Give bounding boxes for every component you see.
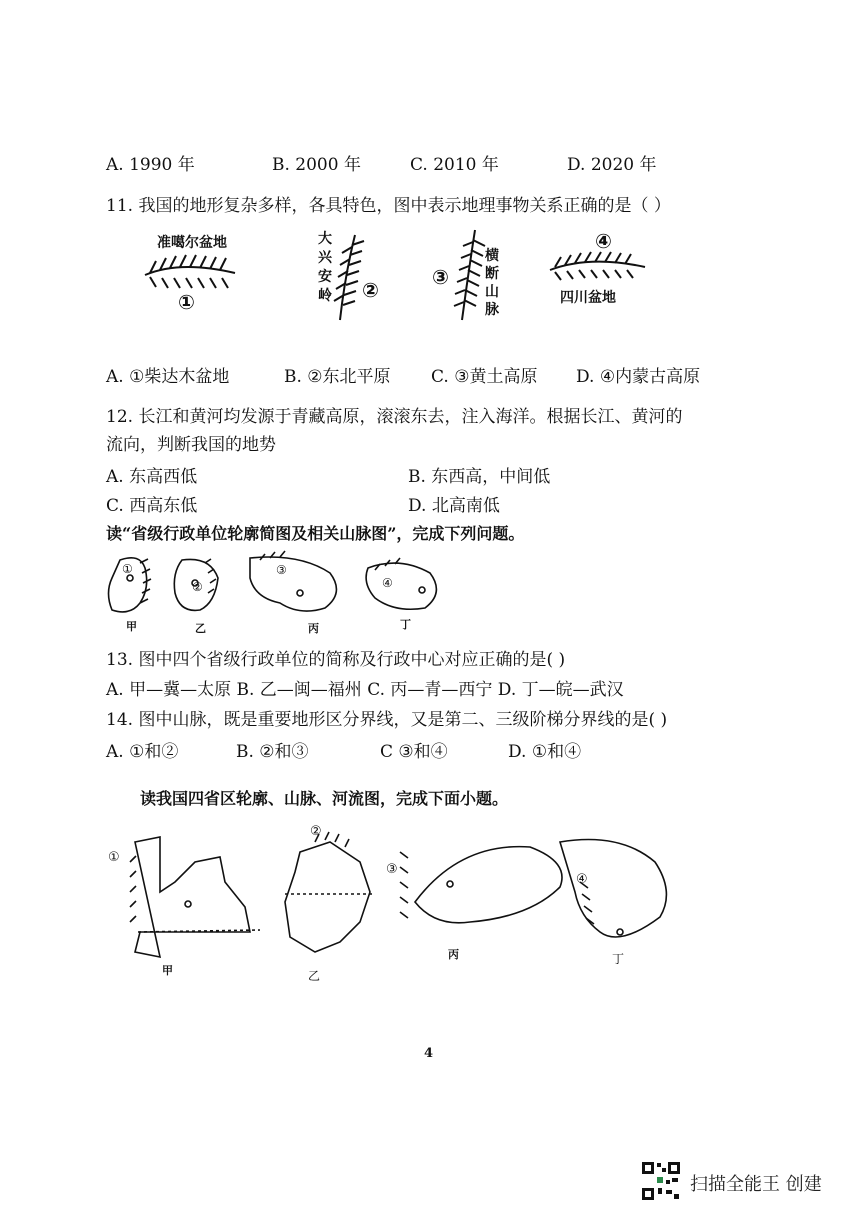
watermark-text: 扫描全能王 创建 <box>690 1174 822 1195</box>
label-mountain-2: ② <box>310 824 322 839</box>
page-number: 4 <box>424 1046 434 1061</box>
q12-stem-line1: 12. 长江和黄河均发源于青藏高原，滚滚东去，注入海洋。根据长江、黄河的 <box>106 407 683 427</box>
label-ding: 丁 <box>612 952 625 966</box>
label-greater-khingan: 大兴安岭 <box>318 231 332 304</box>
capital-dot-ding <box>419 587 425 593</box>
q11-option-d: D. ④内蒙古高原 <box>576 367 701 387</box>
label-jia: 甲 <box>126 620 137 633</box>
capital-dot-bing <box>297 590 303 596</box>
province-ding-outline <box>560 840 666 938</box>
mountain-4-hatch <box>580 882 594 924</box>
label-ding: 丁 <box>400 618 411 631</box>
province-outline-figure-2 <box>100 822 700 992</box>
label-mountain-3: ③ <box>386 862 398 877</box>
label-hengduan-mountains: 横断山脉 <box>485 248 499 318</box>
q14-option-c: C ③和④ <box>380 742 448 762</box>
q11-figure <box>140 225 740 335</box>
mountain-ridge-2 <box>334 235 364 320</box>
label-mountain-4: ④ <box>382 576 393 590</box>
q12-option-a: A. 东高西低 <box>106 467 198 487</box>
q12-stem-line2: 流向，判断我国的地势 <box>106 435 276 455</box>
label-mountain-4: ④ <box>576 872 588 887</box>
q10-option-c: C. 2010 年 <box>410 155 499 175</box>
q11-option-b: B. ②东北平原 <box>284 367 391 387</box>
province-jia-outline <box>135 837 250 957</box>
q10-option-a: A. 1990 年 <box>106 155 195 175</box>
q14-option-a: A. ①和② <box>106 742 179 762</box>
capital-dot-jia <box>185 901 191 907</box>
label-junggar-basin: 准噶尔盆地 <box>157 235 227 251</box>
scanner-watermark <box>640 1160 840 1204</box>
q10-option-d: D. 2020 年 <box>567 155 657 175</box>
label-sichuan-basin: 四川盆地 <box>560 290 616 306</box>
q12-option-c: C. 西高东低 <box>106 496 198 516</box>
label-circle-4: ④ <box>595 229 612 253</box>
q12-option-d: D. 北高南低 <box>408 496 500 516</box>
mountain-3-hatch <box>400 852 408 918</box>
label-mountain-1: ① <box>108 850 120 865</box>
label-jia: 甲 <box>162 964 173 977</box>
label-mountain-2: ② <box>192 580 203 594</box>
mountain-3-hatch <box>260 551 285 560</box>
qr-code-icon <box>640 1160 682 1202</box>
label-bing: 丙 <box>308 622 319 635</box>
mountain-1-hatch <box>140 559 151 603</box>
province-bing-outline <box>415 847 562 923</box>
label-yi: 乙 <box>308 969 321 983</box>
intro-four-provinces: 读我国四省区轮廓、山脉、河流图，完成下面小题。 <box>140 789 509 808</box>
label-bing: 丙 <box>448 948 459 961</box>
province-bing-outline <box>250 557 336 611</box>
mountain-1-hatch <box>130 856 136 922</box>
q13-stem: 13. 图中四个省级行政单位的简称及行政中心对应正确的是( ) <box>106 650 566 670</box>
q11-stem: 11. 我国的地形复杂多样，各具特色，图中表示地理事物关系正确的是（ ） <box>106 196 671 216</box>
q14-stem: 14. 图中山脉，既是重要地形区分界线，又是第二、三级阶梯分界线的是( ) <box>106 710 668 730</box>
mountain-ridge-4 <box>550 252 645 280</box>
q10-option-b: B. 2000 年 <box>272 155 361 175</box>
province-outline-map-2 <box>100 822 700 992</box>
intro-province-outlines: 读“省级行政单位轮廓简图及相关山脉图”，完成下列问题。 <box>106 524 525 543</box>
label-circle-2: ② <box>362 278 379 302</box>
q12-option-b: B. 东西高，中间低 <box>408 467 551 487</box>
q11-option-c: C. ③黄土高原 <box>431 367 538 387</box>
province-outline-figure-1 <box>100 548 460 638</box>
q11-option-a: A. ①柴达木盆地 <box>106 367 230 387</box>
label-mountain-1: ① <box>122 562 133 576</box>
province-ding-outline <box>366 563 436 609</box>
label-yi: 乙 <box>195 622 206 635</box>
q13-options: A. 甲—冀—太原 B. 乙—闽—福州 C. 丙—青—西宁 D. 丁—皖—武汉 <box>106 680 624 700</box>
mountain-ridge-3 <box>454 230 485 320</box>
province-yi-outline <box>285 842 370 952</box>
capital-dot-ding <box>617 929 623 935</box>
label-circle-1: ① <box>178 290 195 314</box>
q14-option-b: B. ②和③ <box>236 742 309 762</box>
q14-option-d: D. ①和④ <box>508 742 582 762</box>
label-mountain-3: ③ <box>276 563 287 577</box>
mountain-ridge-1 <box>145 255 235 288</box>
capital-dot-bing <box>447 881 453 887</box>
label-circle-3: ③ <box>432 265 449 289</box>
